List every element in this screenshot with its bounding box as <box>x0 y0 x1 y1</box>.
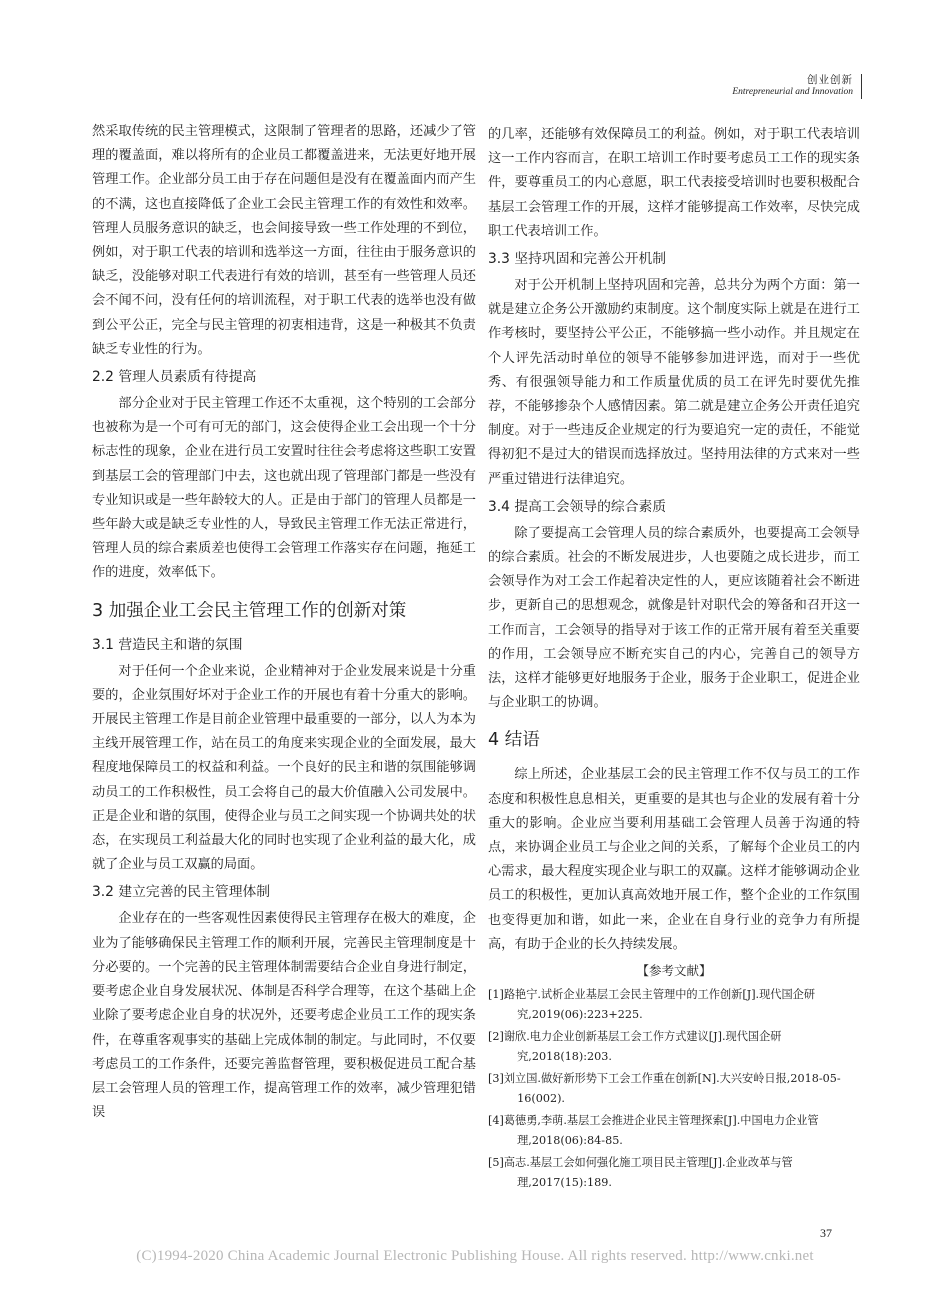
section-heading-3: 3 加强企业工会民主管理工作的创新对策 <box>92 600 407 621</box>
paragraph-3-4: 除了要提高工会管理人员的综合素质外，也要提高工会领导的综合素质。社会的不断发展进步，人也要随之成长进步，而工会领导作为对工会工作起着决定性的人，更应该随着社会不断进步，更新自己的思想观念，就像是针对职代会的筹备和召开这一工作而言，工会领导的指导对于该工作的正常开展有着至关重要的作用，工会领导应不断充实自己的内心，完善自己的领导方法，这样才能够更好地服务于企业，服务于企业职工，促进企业与企业职工的协调。 <box>488 525 860 711</box>
subsection-heading-3-1: 3.1 营造民主和谐的氛围 <box>92 636 243 653</box>
reference-item: [4]葛德勇,李萌.基层工会推进企业民主管理探索[J].中国电力企业管理,2018(06):84-85. <box>488 1114 819 1147</box>
paragraph-4: 综上所述，企业基层工会的民主管理工作不仅与员工的工作态度和积极性息息相关，更重要的是其也与企业的发展有着十分重大的影响。企业应当要利用基础工会管理人员善于沟通的特点，来协调企业员工与企业之间的关系，了解每个企业员工的内心需求，最大程度实现企业与职工的双赢。这样才能够调动企业员工的积极性，更加认真高效地开展工作，整个企业的工作氛围也变得更加和谐，如此一来，企业在自身行业的竞争力有所提高，有助于企业的长久持续发展。 <box>488 767 860 952</box>
reference-item: [1]路艳宁.试析企业基层工会民主管理中的工作创新[J].现代国企研究,2019(06):223+225. <box>488 988 816 1021</box>
page-number: 37 <box>820 1226 832 1240</box>
reference-item: [3]刘立国.做好新形势下工会工作重在创新[N].大兴安岭日报,2018-05-16(002). <box>488 1072 841 1105</box>
journal-header <box>732 74 862 99</box>
paragraph-3-1: 对于任何一个企业来说，企业精神对于企业发展来说是十分重要的，企业氛围好坏对于企业工作的开展也有着十分重大的影响。开展民主管理工作是目前企业管理中最重要的一部分，以人为本为主线开展管理工作，站在员工的角度来实现企业的全面发展，最大程度地保障员工的权益和利益。一个良好的民主和谐的氛围能够调动员工的工作积极性，员工会将自己的最大价值融入公司发展中。正是企业和谐的氛围，使得企业与员工之间实现一个协调共处的状态，在实现员工利益最大化的同时也实现了企业利益的最大化，成就了企业与员工双赢的局面。 <box>92 663 476 873</box>
copyright-footer: (C)1994-2020 China Academic Journal Electronic Publishing House. All rights reserved. http://www.cnki.net <box>136 1248 814 1264</box>
journal-section-subtitle: Entrepreneurial and Innovation <box>732 87 853 98</box>
subsection-heading-3-3: 3.3 坚持巩固和完善公开机制 <box>488 251 667 268</box>
subsection-heading-3-2: 3.2 建立完善的民主管理体制 <box>92 884 271 901</box>
right-column <box>488 123 860 1195</box>
paragraph-2-2: 部分企业对于民主管理工作还不太重视，这个特别的工会部分也被称为是一个可有可无的部门，这会使得企业工会出现一个十分标志性的现象，企业在进行员工安置时往往会考虑将这些职工安置到基层工会的管理部门中去，这也就出现了管理部门都是一些没有专业知识或是一些年龄较大的人。正是由于部门的管理人员都是一些年龄大或是缺乏专业性的人，导致民主管理工作无法正常进行，管理人员的综合素质差也使得工会管理工作落实存在问题，拖延工作的进度，效率低下。 <box>92 396 476 581</box>
reference-item: [5]高志.基层工会如何强化施工项目民主管理[J].企业改革与管理,2017(15):189. <box>488 1156 793 1189</box>
references-list <box>488 985 860 1192</box>
subsection-heading-2-2: 2.2 管理人员素质有待提高 <box>92 369 257 386</box>
paragraph-3-3: 对于公开机制上坚持巩固和完善，总共分为两个方面：第一就是建立企务公开激励约束制度。这个制度实际上就是在进行工作考核时，要坚持公平公正，不能够搞一些小动作。并且规定在个人评先活动时单位的领导不能够参加进评选，而对于一些优秀、有很强领导能力和工作质量优质的员工在评先时要优先推荐，不能够掺杂个人感情因素。第二就是建立企务公开责任追究制度。对于一些违反企业规定的行为要追究一定的责任，不能觉得初犯不是过大的错误而选择放过。坚持用法律的方式来对一些严重过错进行法律追究。 <box>488 278 860 487</box>
references-title: 【参考文献】 <box>636 963 712 979</box>
paragraph-continued-right: 的几率，还能够有效保障员工的利益。例如，对于职工代表培训这一工作内容而言，在职工培训工作时要考虑员工工作的现实条件，要尊重员工的内心意愿，职工代表接受培训时也要积极配合基层工会管理工作的开展，这样才能够提高工作效率，尽快完成职工代表培训工作。 <box>488 127 860 239</box>
paragraph-3-2: 企业存在的一些客观性因素使得民主管理存在极大的难度，企业为了能够确保民主管理工作的顺利开展，完善民主管理制度是十分必要的。一个完善的民主管理体制需要结合企业自身进行制定，要考虑企业自身发展状况、体制是否科学合理等，在这个基础上企业除了要考虑企业自身的状况外，还要考虑企业员工工作的现实条件，在尊重客观事实的基础上完成体制的制定。与此同时，不仅要考虑员工的工作条件，还要完善监督管理，要积极促进员工配合基层工会管理人员的管理工作，提高管理工作的效率，减少管理犯错误 <box>92 911 476 1121</box>
left-column <box>92 120 476 1125</box>
section-heading-4: 4 结语 <box>488 730 540 751</box>
reference-item: [2]谢欣.电力企业创新基层工会工作方式建议[J].现代国企研究,2018(18):203. <box>488 1030 782 1063</box>
paragraph-continued: 然采取传统的民主管理模式，这限制了管理者的思路，还减少了管理的覆盖面，难以将所有的企业员工都覆盖进来，无法更好地开展管理工作。企业部分员工由于存在问题但是没有在覆盖面内而产生的不满，这也直接降低了企业工会民主管理工作的有效性和效率。管理人员服务意识的缺乏，也会间接导致一些工作处理的不到位，例如，对于职工代表的培训和选举这一方面，往往由于服务意识的缺乏，没能够对职工代表进行有效的培训，甚至有一些管理人员还会不闻不问，没有任何的培训流程，对于职工代表的选举也没有做到公平公正，完全与民主管理的初衷相违背，这是一种极其不负责缺乏专业性的行为。 <box>92 124 476 357</box>
subsection-heading-3-4: 3.4 提高工会领导的综合素质 <box>488 498 667 515</box>
journal-section-title: 创业创新 <box>807 74 853 86</box>
